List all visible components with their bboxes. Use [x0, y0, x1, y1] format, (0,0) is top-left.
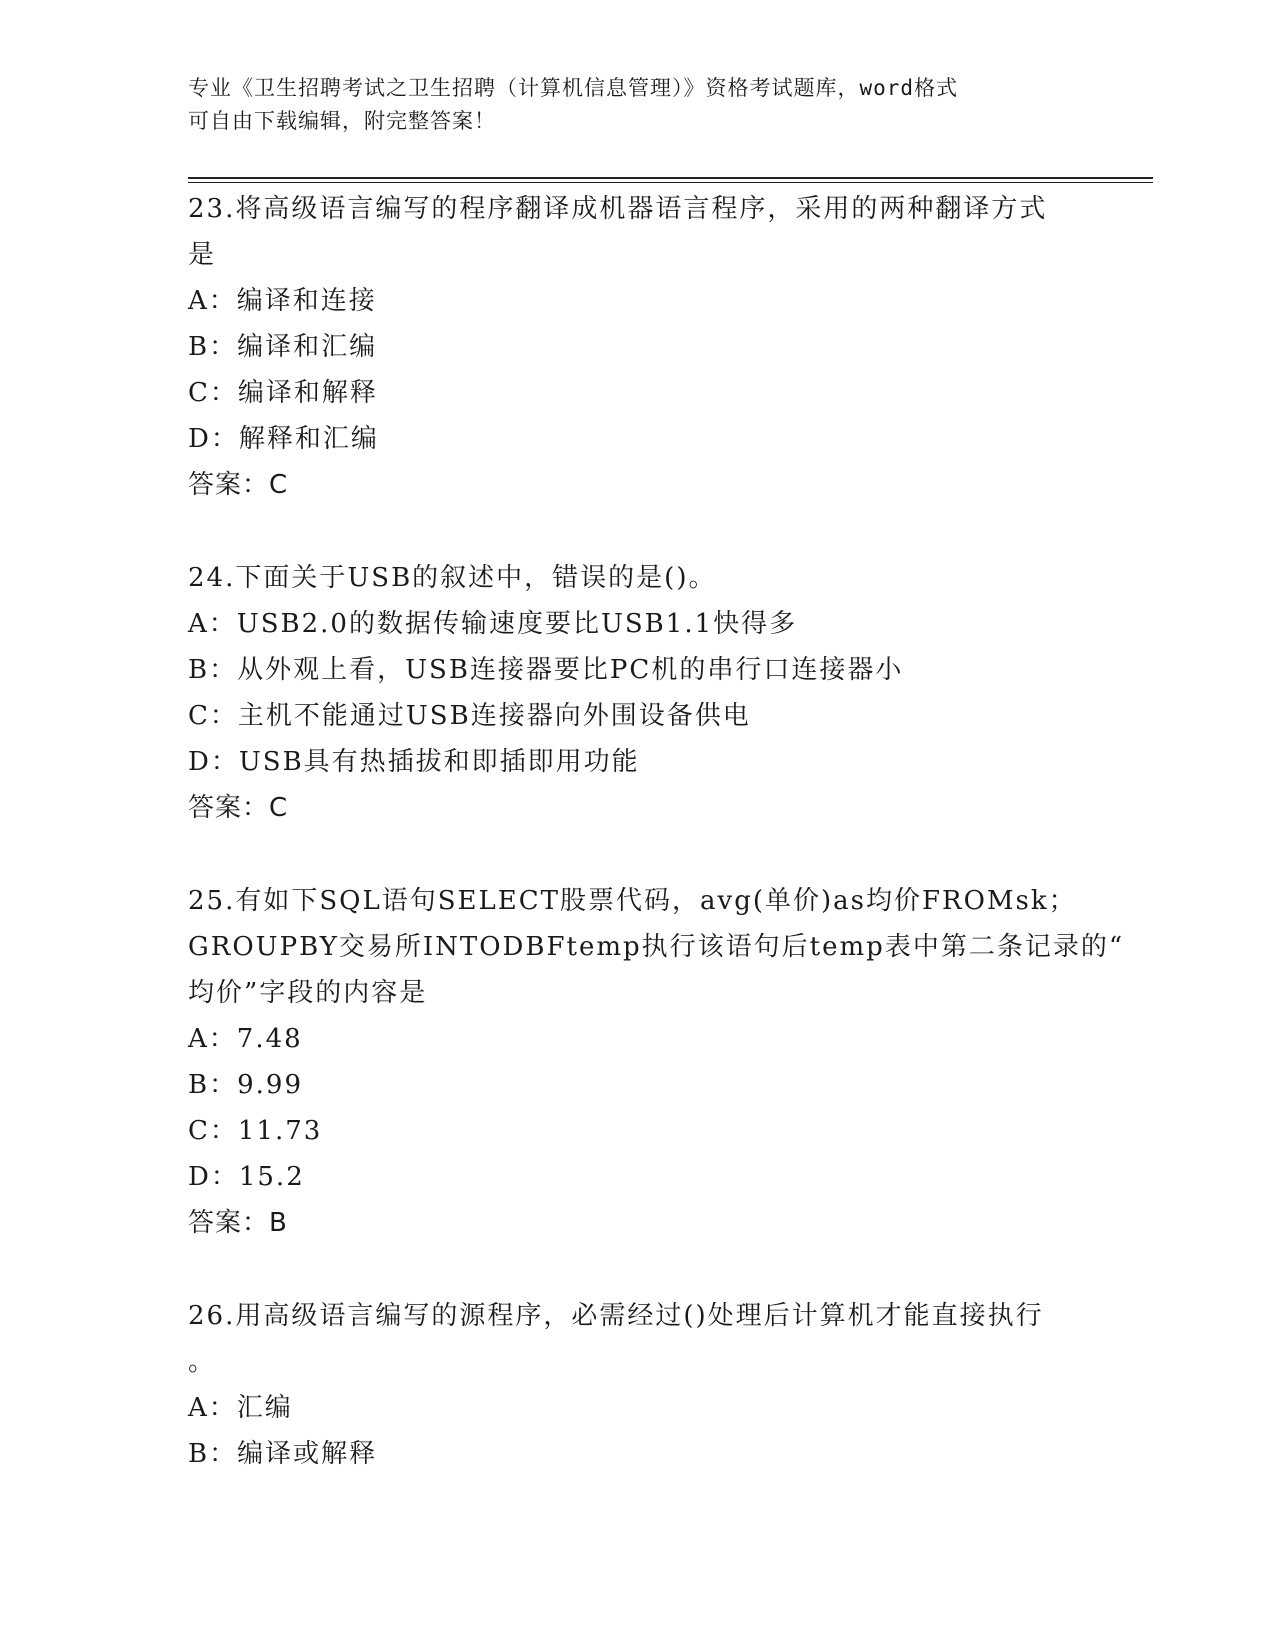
question-stem-line: 26.用高级语言编写的源程序，必需经过()处理后计算机才能直接执行: [188, 1301, 1044, 1331]
option-c: C：11.73: [188, 1116, 323, 1146]
question-23: [188, 186, 1088, 508]
question-stem-line: 均价”字段的内容是: [188, 978, 428, 1008]
option-b: B：从外观上看，USB连接器要比PC机的串行口连接器小: [188, 655, 904, 685]
option-a: A：编译和连接: [188, 286, 377, 316]
option-a: A：7.48: [188, 1024, 303, 1054]
option-a: A：汇编: [188, 1393, 293, 1423]
question-stem-line: 是: [188, 240, 217, 270]
option-c: C：编译和解释: [188, 378, 378, 408]
question-stem-line: 24.下面关于USB的叙述中，错误的是()。: [188, 563, 717, 593]
question-26: [188, 1293, 1088, 1477]
option-b: B：9.99: [188, 1070, 303, 1100]
option-d: D：解释和汇编: [188, 424, 379, 454]
header-line-1-suffix: 格式: [914, 76, 959, 100]
document-header: [188, 72, 1088, 138]
header-line-1-prefix: 专业《卫生招聘考试之卫生招聘（计算机信息管理）》资格考试题库，: [188, 76, 860, 100]
question-stem-line: GROUPBY交易所INTODBFtemp执行该语句后temp表中第二条记录的“: [188, 932, 1125, 962]
question-stem-line: 25.有如下SQL语句SELECT股票代码，avg(单价)as均价FROMsk；: [188, 886, 1077, 916]
question-24: [188, 555, 1088, 831]
option-b: B：编译和汇编: [188, 332, 378, 362]
question-list: [188, 186, 1125, 1477]
question-stem-line: 。: [188, 1347, 217, 1377]
answer-line: 答案：B: [188, 1208, 288, 1238]
option-b: B：编译或解释: [188, 1439, 378, 1469]
header-divider-top: [188, 177, 1153, 179]
question-stem-line: 23.将高级语言编写的程序翻译成机器语言程序，采用的两种翻译方式: [188, 194, 1048, 224]
answer-line: 答案：C: [188, 793, 289, 823]
answer-line: 答案：C: [188, 470, 289, 500]
header-line-1: [188, 72, 1088, 105]
option-d: D：15.2: [188, 1162, 305, 1192]
header-line-1-word: word: [859, 76, 915, 100]
header-line-2: 可自由下载编辑，附完整答案！: [188, 109, 496, 133]
option-a: A：USB2.0的数据传输速度要比USB1.1快得多: [188, 609, 798, 639]
option-c: C：主机不能通过USB连接器向外围设备供电: [188, 701, 751, 731]
option-d: D：USB具有热插拔和即插即用功能: [188, 747, 640, 777]
question-25: [188, 878, 1125, 1246]
header-divider-bottom: [188, 182, 1153, 183]
